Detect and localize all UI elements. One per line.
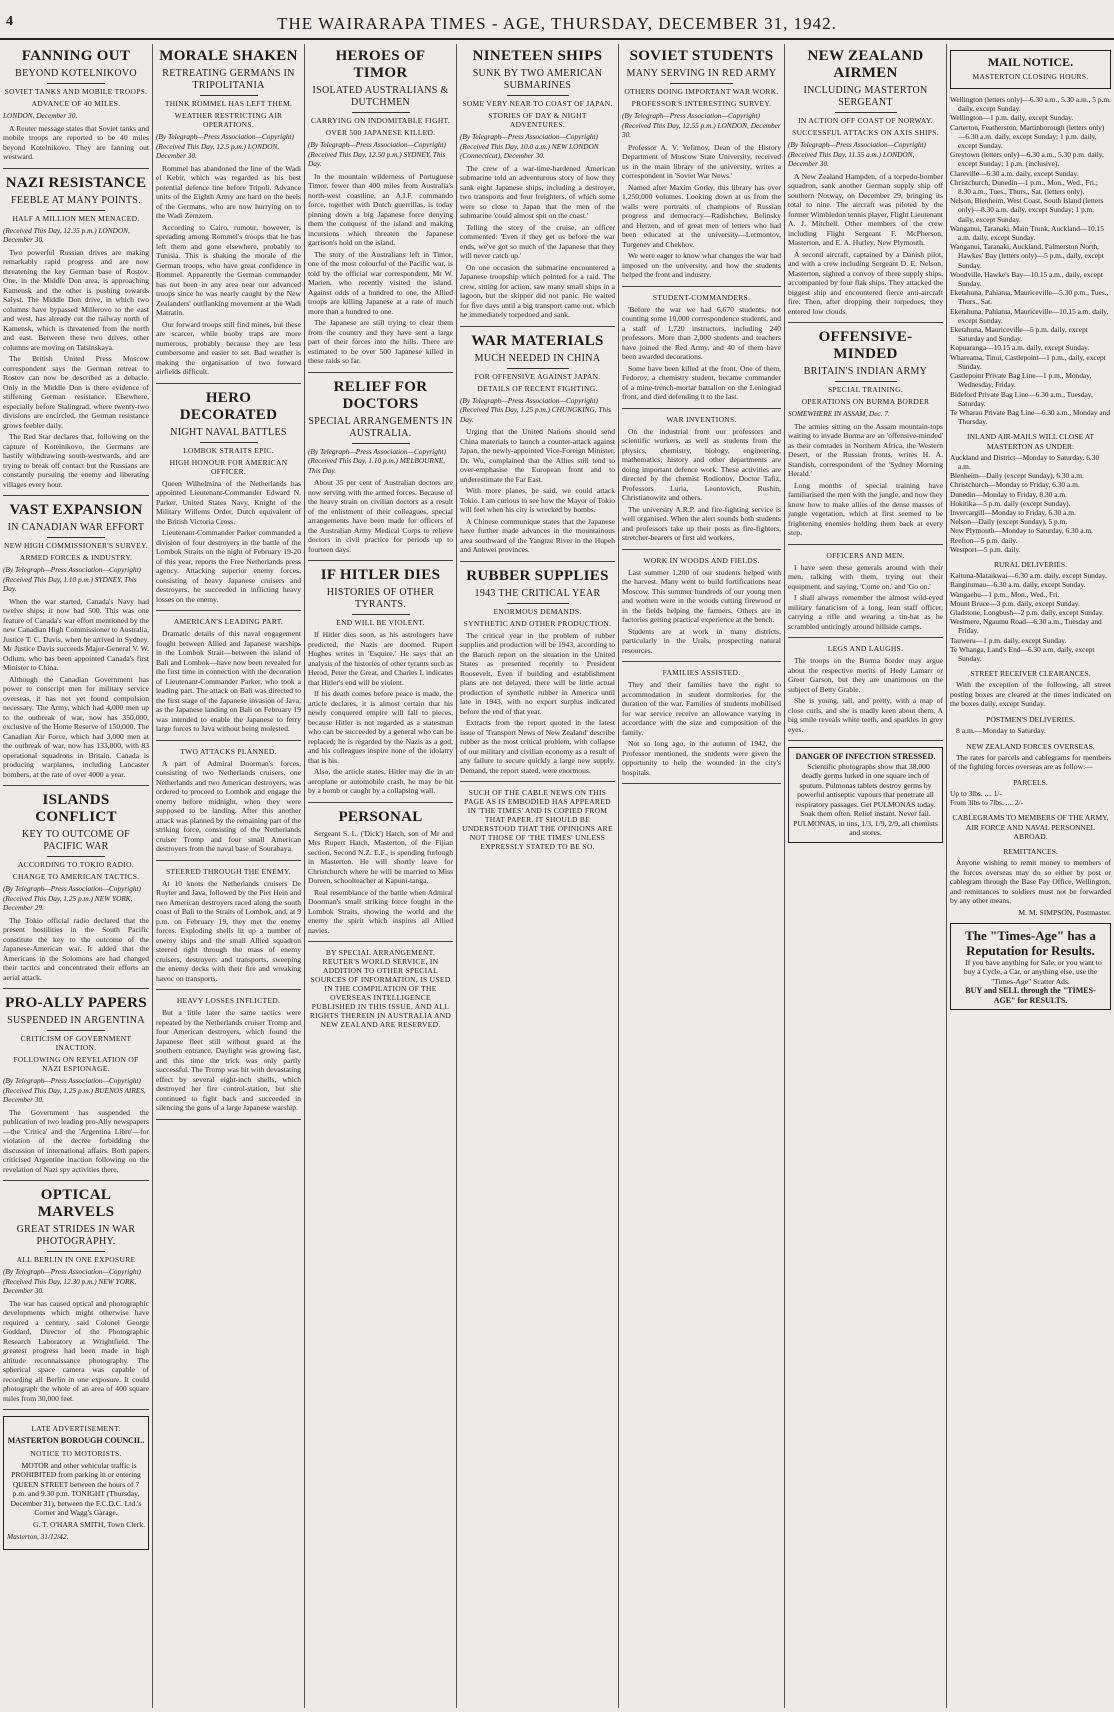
news-story xyxy=(156,867,301,991)
story-paragraph: Dramatic details of this naval engagement fought between Allied and Japanese warships in the Lombok Strait—between the island of Bali and Lombok—have now been revealed for the first time in connection with the decoration of Lieutenant-Commander Parker, who took a leading part. The attack on Bali was directed to the first stage of the Japanese invasion of Java, as the Japanese landing on Bali on February 19 was intended to enable the Japanese to ferry large forces to Java without being molested. xyxy=(156,629,301,733)
divider-rule xyxy=(47,856,105,857)
story-subhead: NEW HIGH COMMISSIONER'S SURVEY. xyxy=(4,541,148,550)
story-paragraph: The university A.R.P. and fire-fighting service is well organised. When the alert sounds both students and professors take up their posts as fire-fighters, stretcher-bearers or first aid workers. xyxy=(622,504,781,542)
story-subhead: WAR INVENTIONS. xyxy=(666,414,737,424)
story-subhead: SPECIAL ARRANGEMENTS IN AUSTRALIA. xyxy=(308,415,453,439)
story-subhead: FOR OFFENSIVE AGAINST JAPAN. xyxy=(474,371,601,381)
story-subhead: ADVANCE OF 40 MILES. xyxy=(31,99,121,108)
story-paragraph: With more planes, he said, we could attack Tokio. I am curious to see how the Mayor of Tokio will feel when his city is wrecked by bombs. xyxy=(460,486,615,514)
divider-rule xyxy=(507,603,569,604)
story-subhead: SUSPENDED IN ARGENTINA xyxy=(7,1015,145,1026)
news-story xyxy=(788,329,943,545)
mail-route: Wellington (letters only)—6.30 a.m., 5.30 a.m., 5 p.m. daily, except Sunday. xyxy=(950,95,1111,114)
story-headline: ISLANDS CONFLICT xyxy=(35,792,117,825)
news-story xyxy=(156,747,301,861)
story-headline: RUBBER SUPPLIES xyxy=(466,567,609,584)
story-paragraph: I have seen these generals around with their men, talking with them, trying out their equipment, and saying, 'Come on,' and 'Go on.' xyxy=(788,562,943,591)
story-subhead: SOVIET TANKS AND MOBILE TROOPS. xyxy=(4,87,148,96)
story-paragraph: She is young, tall, and pretty, with a map of close curls, and she is madly keen about them. A big smile reveals white teeth, and sparkles in grey eyes. xyxy=(788,696,943,734)
story-paragraph: Our forward troops still find mines, but these are scarcer, while booby traps are more numerous, probably because they are less cumbersome and easier to set. Bad weather is making the organisation of two forward airfields difficult. xyxy=(156,319,301,376)
story-subhead: CHANGE TO AMERICAN TACTICS. xyxy=(12,872,140,881)
story-paragraph: If his death comes before peace is made, the article declares, it is almost certain that his newly conquered empire will fall to pieces, because Hitler is not regarded as a statesman who can be succeeded by a general who can be replaced; he is regarded by the Nazis as a god, and his colleagues inspire none of the idolatry that is his. xyxy=(308,689,453,765)
mail-route: Nelson, Blenheim, West Coast, South Island (letters only)—8.30 a.m. daily, except Sunday; 1 p.m. daily, except Sunday. xyxy=(950,196,1104,224)
story-paragraph: The critical year in the problem of rubber supplies and production will be 1943, according to the Baruch report on the situation in the United States as presented recently to President Roosevelt. Even if building and establishment plans are not delayed, there will be little actual production of synthetic rubber in America until late in 1943, with no export surplus indicated before the end of that year. xyxy=(460,630,615,716)
story-paragraph: A part of Admiral Doorman's forces, consisting of two Netherlands cruisers, one Netherlands and two American destroyers, was ordered to proceed to Lombok and engage the enemy before midnight, when they were supposed to be landing. After this another attack was planned by the remaining part of the striking force, consisting of the Netherlands cruiser Tromp and four small American destroyers from the naval base of Sourabaya. xyxy=(156,758,301,853)
mail-route: Christchurch, Dunedin—1 p.m., Mon., Wed., Fri.; 8.30 a.m., Tues., Thurs., Sat. (letters only). xyxy=(950,177,1098,197)
column-1 xyxy=(0,44,152,1708)
news-story xyxy=(3,48,149,169)
news-story xyxy=(308,48,453,373)
mail-route: Carterton, Featherston, Martinborough (letters only)—6.30 a.m. daily, except Sunday; 1 p.m. daily, except Sunday. xyxy=(950,122,1105,151)
divider-rule xyxy=(670,83,734,84)
mail-route: Clareville—6.30 a.m. daily, except Sunday. xyxy=(950,168,1079,178)
story-subhead: HIGH HONOUR FOR AMERICAN OFFICER. xyxy=(169,457,288,476)
story-subhead: BRITAIN'S INDIAN ARMY xyxy=(803,366,928,377)
story-subhead: INCLUDING MASTERTON SERGEANT xyxy=(803,85,928,108)
mail-route: Greytown (letters only)—6.30 a.m., 5.30 p.m. daily, except Sunday; 1 p.m. (inclusive). xyxy=(950,150,1104,169)
news-story xyxy=(622,415,781,550)
story-paragraph: Although the Canadian Government has power to conscript men for military service overseas, it has not yet found compulsion necessary. The Army, which had 4,000 men up to the outbreak of war, now has 350,000, exclusive of the Home Reserve of 150,000. The Canadian Air Force, which had 3,000 men at the outbreak of war, now has 133,000, with 83 operational squadrons in Britain. Canada is producing warplanes, including Lancaster bombers, at the rate of over 4000 a year. xyxy=(3,674,149,779)
story-paragraph: Real resemblance of the battle when Admiral Doorman's small striking force fought in the Lombok Straits, showing the world and the enemy the spirit which inspires all Allied navies. xyxy=(308,887,453,935)
air-mail-notice: INLAND AIR-MAILS WILL CLOSE AT MASTERTON AS UNDER: xyxy=(967,432,1094,451)
story-subhead: FOLLOWING ON REVELATION OF NAZI ESPIONAGE. xyxy=(13,1055,139,1073)
mail-route: Eketahuna, Pahiatua, Mauriceville—5.30 p.m., Tues., Thurs., Sat. xyxy=(950,288,1109,307)
story-subhead: OFFICERS AND MEN. xyxy=(826,550,905,560)
story-headline: SOVIET STUDENTS xyxy=(629,48,774,64)
story-dateline: (By Telegraph—Press Association—Copyright) (Received This Day, 1.25 p.m.) CHUNGKING, This Day. xyxy=(460,395,611,424)
news-story xyxy=(460,333,615,562)
story-subhead: TWO ATTACKS PLANNED. xyxy=(180,746,277,756)
column-3 xyxy=(304,44,456,1708)
story-subhead: MANY SERVING IN RED ARMY xyxy=(626,68,777,79)
copyright-note: BY SPECIAL ARRANGEMENT, REUTER'S WORLD SERVICE, IN ADDITION TO OTHER SPECIAL SOURCES OF INFORMATION, IS USED IN THE COMPILATION OF THE OVERSEAS INTELLIGENCE PUBLISHED IN THIS ISSUE, AND ALL RIGHTS THEREIN IN AUSTRALIA AND NEW ZEALAND ARE RESERVED. xyxy=(309,948,452,1029)
story-paragraph: The British United Press Moscow correspondent says the German retreat to Rostov can now be described as a debacle. Only in the Middle Don is there evidence of stiffening German resistance. Elsewhere, especially before Stalingrad, where twenty-two divisions are encircled, the German resistance grows feebler daily. xyxy=(3,354,149,430)
story-subhead: THINK ROMMEL HAS LEFT THEM. xyxy=(164,99,293,108)
story-subhead: HALF A MILLION MEN MENACED. xyxy=(12,213,140,223)
story-subhead: MUCH NEEDED IN CHINA xyxy=(474,352,601,364)
story-subhead: HEAVY LOSSES INFLICTED. xyxy=(176,996,281,1005)
ad-place-date: Masterton, 31/12/42. xyxy=(7,1532,69,1541)
story-paragraph: At 10 knots the Netherlands cruisers De Ruyter and Java, followed by the Piet Hein and two American destroyers raced along the south coast of Bali to the Straits of Lombok, and, at 9 p.m. on February 19, they met the enemy forces. Exploding shells lit up a number of enemy ships and the small Allied squadron steered right through the mass of enemy cruisers, destroyers and transports, sweeping the enemy decks with their fire and wreaking havoc on transports. xyxy=(156,878,301,983)
parcels-heading: PARCELS. xyxy=(1013,777,1048,787)
story-subhead: DETAILS OF RECENT FIGHTING. xyxy=(477,383,598,393)
deliveries-text: 8 a.m.—Monday to Saturday. xyxy=(956,726,1046,736)
divider-rule xyxy=(47,1030,105,1031)
story-dateline: (Received This Day, 12.35 p.m.) LONDON, December 30. xyxy=(3,225,130,244)
news-story xyxy=(3,792,149,989)
advertisement xyxy=(788,747,943,843)
story-headline: WAR MATERIALS xyxy=(471,332,604,349)
ad-heading: MASTERTON BOROUGH COUNCIL. xyxy=(7,1436,145,1445)
news-story xyxy=(308,809,453,943)
story-subhead: BEYOND KOTELNIKOVO xyxy=(15,68,137,79)
story-headline: FANNING OUT xyxy=(21,48,131,64)
divider-rule xyxy=(835,112,897,113)
story-subhead: SUNK BY TWO AMERICAN SUBMARINES xyxy=(472,68,603,91)
parcel-rate: Up to 3lbs. .... 1/- xyxy=(950,789,1002,798)
news-story xyxy=(308,379,453,562)
story-headline: NEW ZEALAND AIRMEN xyxy=(807,48,924,81)
news-story xyxy=(622,556,781,663)
story-paragraph: We were eager to know what changes the war had imposed on the university, and how the students helped the front and industry. xyxy=(622,251,781,279)
air-mail-route: Hokitika—5 p.m. daily (except Sunday). xyxy=(950,498,1071,508)
story-paragraph: The armies sitting on the Assam mountain-tops waiting to invade Burma are an 'offensive-minded' as their comrades in Northern Africa, the Western Desert, or the Russian fronts, writes H. A. Standish, correspondent of the 'Sydney Morning Herald.' xyxy=(788,421,943,478)
story-paragraph: About 35 per cent of Australian doctors are now serving with the armed forces. Because of the heavy strain on civilian doctors as a result of the enlistment of their colleagues, special arrangements have been made for officers of the Australian Army Medical Corps to relieve doctors in civil practice for periods up to fourteen days. xyxy=(308,478,453,554)
story-paragraph: Urging that the United Nations should send China materials to launch a counter-attack against Japan, the newly-appointed Vice-Foreign Minister, Dr. Wu, complained that the Allies still tend to over-emphasise the European front and to underestimate the Far East. xyxy=(460,427,615,484)
story-dateline: (By Telegraph—Press Association—Copyright) (Received This Day, 12.50 p.m.) SYDNEY, This Day. xyxy=(308,140,446,168)
news-story xyxy=(3,995,149,1181)
mail-subheading: MASTERTON CLOSING HOURS. xyxy=(972,72,1089,81)
promo-text: If you have anything for Sale, or you want to buy a Cycle, a Car, or anything else, use the "Times-Age" Scatter Ads. xyxy=(963,957,1102,986)
story-subhead: OTHERS DOING IMPORTANT WAR WORK. xyxy=(624,87,779,96)
forces-heading: NEW ZEALAND FORCES OVERSEAS. xyxy=(966,741,1095,751)
divider-rule xyxy=(200,442,258,443)
story-paragraph: According to Cairo, rumour, however, is spreading among Rommel's troops that he has left them and gone elsewhere, probably to Tunisia. This is shaking the morale of the German troops, who have great confidence in Rommel. Apparently the German commander has not been in any area near our advanced troops since he was nearly caught by the New Zealanders' outflanking movement at the Wadi Matratin. xyxy=(156,222,301,317)
story-subhead: LEGS AND LAUGHS. xyxy=(827,644,904,653)
promo-title: The "Times-Age" has a Reputation for Results. xyxy=(965,927,1096,958)
story-paragraph: 'Before the war we had 6,670 students, not counting some 10,000 correspondence students, and a staff of 1,720 instructors, including 240 professors. More than 2,000 students and teachers have joined the Red Army, and 40 of them have been awarded decorations. xyxy=(622,304,781,361)
story-paragraph: Two powerful Russian drives are making remarkably rapid progress and are now threatening the key German base of Rostov. One, in the Middle Don area, is approaching Kamensk and the other is pushing towards Salyst. The Middle Don drive, in which two columns have bypassed Millerovo to the east and west, has already cut the railway north of Kamensk, which is threatened from the north and east. Between these two drives, other columns are moving on Tatsinskaya. xyxy=(3,247,149,352)
ad-subheading: NOTICE TO MOTORISTS. xyxy=(30,1448,122,1458)
story-headline: HERO DECORATED xyxy=(179,389,278,423)
divider-rule xyxy=(47,537,105,538)
story-subhead: SOME VERY NEAR TO COAST OF JAPAN. xyxy=(462,99,613,108)
story-paragraph: Also, the article states, Hitler may die in an aeroplane or automobile crash, he may be hit by a bomb or caught by a collapsing wall. xyxy=(308,767,453,795)
story-paragraph: Professor A. V. Yefimov, Dean of the History Department of Moscow State University, received us in the main library of the university, writes a correspondent in 'Soviet War News.' xyxy=(622,142,781,180)
story-paragraph: Telling the story of the cruise, an officer commented: 'Even if they get us before the war ends, we've got so much of the Japanese that they will never catch up.' xyxy=(460,222,615,260)
news-story xyxy=(3,1187,149,1410)
advertisement xyxy=(3,1416,149,1550)
story-subhead: SPECIAL TRAINING. xyxy=(827,385,904,394)
story-subhead: SYNTHETIC AND OTHER PRODUCTION. xyxy=(463,618,612,628)
story-subhead: IN ACTION OFF COAST OF NORWAY. xyxy=(798,116,933,125)
air-mail-route: Auckland and District—Monday to Saturday, 6.30 a.m. xyxy=(950,452,1100,471)
mail-route: Te Wharau Private Bag Line—6.30 a.m., Monday and Thursday. xyxy=(950,407,1111,427)
story-dateline: (By Telegraph—Press Association—Copyright) (Received This Day, 12.30 p.m.) NEW YORK, December 30. xyxy=(3,1267,141,1295)
air-mail-route: Blenheim—Daily (except Sunday), 6.30 a.m. xyxy=(950,471,1084,481)
mail-route: Eketahuna, Mauriceville—5 p.m. daily, except Saturday and Sunday. xyxy=(950,325,1088,344)
column-2 xyxy=(152,44,304,1708)
story-dateline: (By Telegraph—Press Association—Copyright) (Received This Day, 11.55 a.m.) LONDON, December 30. xyxy=(788,140,926,168)
divider-rule xyxy=(200,95,258,96)
story-subhead: HISTORIES OF OTHER TYRANTS. xyxy=(326,587,435,610)
story-subhead: ISOLATED AUSTRALIANS & DUTCHMEN xyxy=(312,85,449,108)
story-subhead: WEATHER RESTRICTING AIR OPERATIONS. xyxy=(174,111,283,129)
story-subhead: LOMBOK STRAITS EPIC. xyxy=(183,445,274,455)
story-headline: OPTICAL MARVELS xyxy=(37,1187,115,1220)
rural-heading: RURAL DELIVERIES. xyxy=(993,559,1068,569)
news-story xyxy=(622,293,781,409)
story-paragraph: I shall always remember the almost wild-eyed military fanaticism of a long, lean staff officer, carrying a rifle and wearing a tin-hat as he scrambled untiringly around hillside camps. xyxy=(788,593,943,631)
story-paragraph: They and their families have the right to accommodation in student dormitories for the duration of the war. Families of students mobilised for war service receive an allowance varying in accordance with the size and composition of the family. xyxy=(622,680,781,737)
postmaster-signature: M. M. SIMPSON, Postmaster. xyxy=(1018,907,1111,917)
news-story xyxy=(788,551,943,639)
mail-route: Bideford Private Bag Line—6.30 a.m., Tuesday, Saturday. xyxy=(950,389,1093,408)
divider-rule xyxy=(47,1251,105,1252)
cable-heading: CABLEGRAMS TO MEMBERS OF THE ARMY, AIR FORCE AND NAVAL PERSONNEL ABROAD. xyxy=(952,813,1109,841)
story-subhead: STORIES OF DAY & NIGHT ADVENTURES. xyxy=(488,111,587,129)
story-dateline: (By Telegraph—Press Association—Copyright) (Received This Day, 10.0 a.m.) NEW LONDON (Connecticut), December 30. xyxy=(460,132,599,160)
story-headline: RELIEF FOR DOCTORS xyxy=(333,378,428,412)
news-story xyxy=(788,48,943,323)
story-subhead: ALL BERLIN IN ONE EXPOSURE xyxy=(16,1255,136,1264)
ad-signature: G. T. O'HARA SMITH, Town Clerk. xyxy=(32,1519,145,1529)
story-paragraph: A Chinese communique states that the Japanese have further made advances in the mountainous area southward of the Yangtze River in the Hupeh and Anhwei provinces. xyxy=(460,516,615,554)
story-subhead: PROFESSOR'S INTERESTING SURVEY. xyxy=(631,99,772,108)
story-headline: PRO-ALLY PAPERS xyxy=(5,995,147,1011)
mail-route: Eketahuna, Pahiatua, Mauriceville—10.15 a.m. daily, except Sunday. xyxy=(950,306,1109,325)
story-subhead: FEEBLE AT MANY POINTS. xyxy=(11,194,141,206)
remittances-text: Anyone wishing to remit money to members of the forces overseas may do so either by post or cablegram through the Base Pay Office, Wellington, and remittances to soldiers must not be forwarded by any other means. xyxy=(950,858,1111,906)
story-subhead: AMERICAN'S LEADING PART. xyxy=(173,617,284,626)
news-story xyxy=(788,644,943,741)
masthead xyxy=(0,0,1114,40)
divider-rule xyxy=(352,614,410,615)
news-story xyxy=(622,668,781,784)
parcel-rate: From 3lbs to 7lbs. .... 2/- xyxy=(950,798,1024,808)
news-story xyxy=(3,502,149,786)
story-paragraph: Long months of special training have familiarised the men with the jungle, and now they know how to make allies of the dense masses of jungle vegetation, which at first seemed to be frightening enemies holding them back at every step. xyxy=(788,480,943,537)
mail-route: Castlepoint Private Bag Line—1 p.m., Monday, Wednesday, Friday. xyxy=(950,371,1092,390)
ad-text: Scientific photographs show that 38,000 deadly germs lurked in one square inch of sputum. Pulmonas tablets destroy germs by powerful antiseptic vapours that penetrate all respiratory passages. Get PULMONAS today. Soak them often. Relief instant. Never fail. PULMONAS, in tins, 1/3, 1/9, 2/9, all chemists and stores. xyxy=(793,761,938,837)
story-subhead: ARMED FORCES & INDUSTRY. xyxy=(19,553,133,562)
divider-rule xyxy=(507,368,569,369)
forces-text: The rates for parcels and cablegrams for members of the fighting forces overseas are as follow:— xyxy=(950,752,1111,772)
story-headline: NAZI RESISTANCE xyxy=(5,174,147,191)
divider-rule xyxy=(835,381,897,382)
column-7-mail-notice xyxy=(946,44,1114,1708)
divider-rule xyxy=(352,112,410,113)
story-paragraph: The story of the Australians left in Timor, one of the most colourful of the Pacific war, is told by the official war correspondent, Mr W. Marien, who recently visited the island. Against odds of a hundred to one, the Allied troops are killing Japanese at a rate of much more than a hundred to one. xyxy=(308,249,453,316)
story-paragraph: In the mountain wilderness of Portuguese Timor, fewer than 400 miles from Australia's north-west coastline, an A.I.F. commando force, together with Dutch guerrillas, is today pinning down a big Japanese force denying them the conquest of the island and making incursions which threaten the Japanese garrison's hold on the island. xyxy=(308,171,453,247)
story-subhead: STEERED THROUGH THE ENEMY. xyxy=(166,866,291,876)
clearances-text: With the exception of the following, all street posting boxes are cleared at the times indicated on the boxes daily, except Sunday. xyxy=(950,680,1111,709)
story-dateline: (By Telegraph—Press Association—Copyright) (Received This Day, 1.25 p.m.) NEW YORK, December 29. xyxy=(3,884,141,912)
story-subhead: ENORMOUS DEMANDS. xyxy=(493,606,582,616)
story-subhead: NIGHT NAVAL BATTLES xyxy=(170,426,287,438)
air-mail-route: Nelson—Daily (except Sunday), 5 p.m. xyxy=(950,517,1068,527)
news-story xyxy=(460,568,615,783)
story-paragraph: Lieutenant-Commander Parker commanded a division of four destroyers in the battle of the Lombok Straits on the night of February 19-20 of this year, reports the Free Netherlands press agency. Attacking superior enemy forces, consisting of heavy Japanese cruisers and destroyers, he succeeded in inflicting heavy losses on the enemy. xyxy=(156,528,301,604)
story-subhead: OPERATIONS ON BURMA BORDER xyxy=(801,397,930,406)
story-headline: IF HITLER DIES xyxy=(320,567,441,583)
rural-route: Te Whanga, Land's End—6.30 a.m. daily, except Sunday. xyxy=(950,644,1095,663)
divider-rule xyxy=(352,443,410,444)
divider-rule xyxy=(47,83,105,84)
deliveries-heading: POSTMEN'S DELIVERIES. xyxy=(986,714,1075,724)
story-subhead: 1943 THE CRITICAL YEAR xyxy=(474,587,601,599)
mail-notice xyxy=(950,50,1111,89)
story-paragraph: If Hitler dies soon, as his astrologers have predicted, the Nazis are doomed. Rupert Hughes writes in 'Esquire.' He says that an analysis of the histories of other tyrants such as Herod, Peter the Great, and Charles I, indicates that Hitler's end will be violent. xyxy=(308,630,453,687)
story-dateline: SOMEWHERE IN ASSAM, Dec. 7. xyxy=(788,409,890,418)
news-story xyxy=(308,567,453,803)
clearances-heading: STREET RECEIVER CLEARANCES. xyxy=(970,669,1091,679)
story-paragraph: On the industrial front our professors and scientific workers, as well as students from the physics, chemistry, biology, engineering, mathematics, history and other departments are doing important defence work. These activities are directed by the chemist Rodionov, Doctor Tafiz, Professors Luria, Leontovich, Rushin, Christianowitz and others. xyxy=(622,426,781,502)
rural-route: Westmere, Ngaumu Road—6.30 a.m., Tuesday and Friday. xyxy=(950,617,1102,636)
story-paragraph: Named after Maxim Gorky, this library has over 1,250,000 volumes. Looking down at us from the walls were portraits of champions of Russian progress and democracy—Radishchev, Belinsky and Herzen, and of great men of letters who had been educated at the university—Lermontov, Turgenev and Chekhov. xyxy=(622,182,781,249)
news-story xyxy=(156,390,301,612)
story-subhead: GREAT STRIDES IN WAR PHOTOGRAPHY. xyxy=(16,1224,136,1247)
divider-rule xyxy=(47,210,105,211)
times-age-promo xyxy=(950,923,1111,1010)
news-story xyxy=(156,996,301,1120)
news-story xyxy=(622,48,781,287)
story-paragraph: But a little later the same tactics were repeated by the Netherlands cruiser Tromp and four American destroyers, which found the Japanese fleet still without guard at the southern entrance. Daylight was growing fast, and this time the trick was only partly successful. The Tromp was hit with devastating effect by several eight-inch shells, which destroyed her fire control-station, but she continued to fight back and succeeded in silencing the guns of a large Japanese warship. xyxy=(156,1008,301,1112)
mail-route: Wanganui, Taranaki, Main Trunk, Auckland—10.15 a.m. daily, except Sunday. xyxy=(950,223,1104,243)
air-mail-route: Christchurch—Monday to Friday, 6.30 a.m. xyxy=(950,480,1080,490)
divider-rule xyxy=(507,95,569,96)
news-story xyxy=(156,48,301,384)
story-paragraph: Not so long ago, in the autumn of 1942, the Professor mentioned, the students were given the opportunity to help the wounded in the city's hospitals. xyxy=(622,739,781,777)
story-paragraph: The Tokio official radio declared that the present hostilities in the South Pacific constitute the key to the outcome of the Japanese-American war. It added that the Americans in the Solomons are had changed their tactics and concentrated their efforts an aerial attack. xyxy=(3,915,149,982)
story-subhead: WORK IN WOODS AND FIELDS. xyxy=(643,555,760,565)
story-headline: VAST EXPANSION xyxy=(9,502,143,518)
story-dateline: (By Telegraph—Press Association—Copyright) (Received This Day, 12.5 p.m.) LONDON, December 30. xyxy=(156,132,294,160)
story-paragraph: The crew of a war-time-hardened American submarine told an adventurous story of how they sank eight Japanese ships, including a destroyer, two transports and four freighters, of which some were so close to Japan that the men of the submarine 'could almost spit on the coast.' xyxy=(460,163,615,220)
mail-route: Woodville, Hawke's Bay—10.15 a.m., daily, except Sunday. xyxy=(950,269,1103,289)
story-subhead: FAMILIES ASSISTED. xyxy=(662,668,741,677)
column-5 xyxy=(618,44,784,1708)
mail-route: Wellington—1 p.m. daily, except Sunday. xyxy=(950,113,1074,123)
ad-text: MOTOR and other vehicular traffic is PROHIBITED from parking in or entering QUEEN STREET between the hours of 7 p.m. and 9.30 p.m. TONIGHT (Thursday, December 31), between the F.C.D.C. Ltd.'s Corner and Wagg's Garage. xyxy=(10,1460,142,1517)
air-mail-route: Westport—5 p.m. daily. xyxy=(950,544,1021,554)
rural-route: Tauweru—1 p.m. daily, except Sunday. xyxy=(950,635,1067,645)
page-number: 4 xyxy=(6,14,13,29)
mail-route: Kopuaranga—10.15 a.m. daily, except Sunday. xyxy=(950,343,1090,353)
column-4 xyxy=(456,44,618,1708)
copyright-note: SUCH OF THE CABLE NEWS ON THIS PAGE AS IS EMBODIED HAS APPEARED IN 'THE TIMES' AND IS COPIED FROM THAT PAPER. IT SHOULD BE UNDERSTOOD THAT THE OPINIONS ARE NOT THOSE OF 'THE TIMES' UNLESS EXPRESSLY STATED TO BE SO. xyxy=(462,788,613,851)
story-paragraph: The Red Star declares that, following on the capture of Kotelnikovo, the Germans are hastily withdrawing south-westwards, and are trying to break off contact but the Russians are constantly pursuing the enemy and liberating villages every hour. xyxy=(3,432,149,489)
news-story xyxy=(460,48,615,327)
story-paragraph: A second aircraft, captained by a Danish pilot, and with a crew including Sergeant D. E. Nelson, Masterton, sighted a convoy of three supply ships, accompanied by four flak ships. They attacked the biggest ship and encountered fierce anti-aircraft fire. Then, after dropping their torpedoes, they entered low clouds. xyxy=(788,249,943,316)
story-paragraph: Some have been killed at the front. One of them, Fedorov, a chemistry student, became commander of a mine-trench-mortar battalion on the Leningrad front, and died defending it to the last. xyxy=(622,363,781,401)
story-headline: OFFENSIVE-MINDED xyxy=(818,329,913,362)
story-paragraph: The Japanese are still trying to clear them from the country and they have sent a large part of their forces into the hills. There are estimated to be over 500 Japanese killed in these raids so far. xyxy=(308,318,453,365)
story-subhead: ACCORDING TO TOKIO RADIO. xyxy=(17,860,135,869)
story-headline: HEROES OF TIMOR xyxy=(335,48,426,81)
story-headline: PERSONAL xyxy=(338,808,423,825)
story-subhead: STUDENT-COMMANDERS. xyxy=(652,292,751,302)
story-subhead: CARRYING ON INDOMITABLE FIGHT. xyxy=(310,116,451,125)
story-paragraph: The troops on the Burma border may argue about the respective merits of Hedy Lamarr or Greer Garson, but they are unanimous on the subject of Betty Grable. xyxy=(788,656,943,694)
story-subhead: CRITICISM OF GOVERNMENT INACTION. xyxy=(20,1034,132,1052)
story-paragraph: A New Zealand Hampden, of a torpedo-bomber squadron, sank another German supply ship off southern Norway, on December 29, bringing its total to nine. The aircraft was piloted by the former Wimbledon tennis player, Flight Lieutenant A. J. Mitchell. Other members of the crew including Flight Sergeant F. McPherson, Masterton, and E. A. Hurley, New Plymouth. xyxy=(788,171,943,247)
story-dateline: (By Telegraph—Press Association—Copyright) (Received This Day, 1.10 p.m.) MELBOURNE, This Day. xyxy=(308,446,446,475)
story-subhead: END WILL BE VIOLENT. xyxy=(336,618,425,627)
remittances-heading: REMITTANCES. xyxy=(1003,847,1058,857)
story-dateline: LONDON, December 30. xyxy=(3,111,78,120)
mail-heading: MAIL NOTICE. xyxy=(987,55,1074,69)
story-headline: MORALE SHAKEN xyxy=(159,48,298,64)
rural-route: Gladstone, Longbush—2 p.m. daily, except Sunday. xyxy=(950,607,1104,617)
newspaper-title: THE WAIRARAPA TIMES - AGE, THURSDAY, DECEMBER 31, 1942. xyxy=(277,14,837,33)
rural-route: Rangitumau—6.30 a.m. daily, except Sunday. xyxy=(950,580,1086,590)
ad-heading: DANGER OF INFECTION STRESSED. xyxy=(795,752,936,761)
ad-label: LATE ADVERTISEMENT. xyxy=(31,1424,121,1433)
rural-route: Kaituna-Mataikwai—6.30 a.m. daily, except Sunday. xyxy=(950,571,1107,581)
news-story xyxy=(156,617,301,741)
air-mail-route: New Plymouth—Monday to Saturday, 6.30 a.m. xyxy=(950,526,1094,536)
story-paragraph: Queen Wilhelmina of the Netherlands has appointed Lieutenant-Commander Edward N. Parker, United States Navy, Knight of the Military Willems Order, Dutch equivalent of the British Victoria Cross. xyxy=(156,478,301,526)
mail-route: Whareama, Tinui, Castlepoint—1 p.m., daily, except Sunday. xyxy=(950,352,1106,371)
page-columns xyxy=(0,44,1114,1712)
story-paragraph: The war has caused optical and photographic developments which might otherwise have required a century, said Colonel George Goddard, Director of the Photographic Research Laboratory at Wrightfield. The greatest progress had been made in high altitude reconnaissance photography. The spherical space camera was capable of recording all Berlin in one exposure. It could photograph the whole of an area of 400 square miles from 30,000 feet. xyxy=(3,1298,149,1403)
rural-route: Wangaehu—1 p.m., Mon., Wed., Fri. xyxy=(950,589,1060,599)
story-subhead: KEY TO OUTCOME OF PACIFIC WAR xyxy=(22,829,130,852)
air-mail-route: Reefton—5 p.m. daily. xyxy=(950,535,1018,545)
air-mail-route: Invercargill—Monday to Friday, 6.30 a.m. xyxy=(950,507,1076,517)
story-paragraph: Rommel has abandoned the line of the Wadi el Kebir, which was regarded as his best potential defence line before Tripoli. Advance units of the Eighth Army are hard on the heels of the Germans, who are now hurrying on to the Wadi Zemzem. xyxy=(156,163,301,220)
story-paragraph: Students are at work in many districts, particularly in the Urals, prospecting natural resources. xyxy=(622,626,781,655)
story-subhead: RETREATING GERMANS IN TRIPOLITANIA xyxy=(162,68,295,91)
promo-tagline: BUY and SELL through the "TIMES-AGE" for RESULTS. xyxy=(965,986,1096,1005)
story-subhead: OVER 500 JAPANESE KILLED. xyxy=(325,128,436,137)
story-dateline: (By Telegraph—Press Association—Copyright) (Received This Day, 1.25 p.m.) BUENOS AIRES, December 30. xyxy=(3,1076,146,1104)
story-paragraph: A Reuter message states that Soviet tanks and mobile troops are reported to be 40 miles beyond Kotelnikovo. They are fanning out westward. xyxy=(3,123,149,161)
story-dateline: (By Telegraph—Press Association—Copyright) (Received This Day, 1.10 p.m.) SYDNEY, This Day. xyxy=(3,565,141,593)
story-paragraph: Extracts from the report quoted in the latest issue of 'Transport News of New Zealand' describe rubber as the most critical problem, with collapse of our military and civilian economy as a result of any failure to secure quickly a large new supply. Demand, the report stated, were enormous. xyxy=(460,718,615,775)
column-6 xyxy=(784,44,946,1708)
story-paragraph: On one occasion the submarine encountered a Japanese troopship which pointed for a raid. The crew, sitting for action, saw many small ships in a lagoon, but the skipper did not panic. He waited for five days until a big transport came out, which he immediately torpedoed and sank. xyxy=(460,262,615,319)
story-subhead: SUCCESSFUL ATTACKS ON AXIS SHIPS. xyxy=(792,128,939,137)
news-story xyxy=(3,175,149,497)
story-paragraph: Sergeant S. L. ('Dick') Hatch, son of Mr and Mrs Rupert Hatch, Masterton, of the Fijian section, Second N.Z. E.F., is spending furlough in Masterton. He will shortly leave for Christchurch where he will be married to Miss Doreen, schoolteacher at Kapuni-tanga. xyxy=(308,828,453,885)
story-dateline: (By Telegraph—Press Association—Copyright) (Received This Day, 12.55 p.m.) LONDON, December 30. xyxy=(622,111,781,139)
story-paragraph: When the war started, Canada's Navy had twelve ships; it now had 500. This was one feature of Canada's war effort mentioned by the new Canadian High Commissioner to Australia, Justice T. C. Davis, when he arrived in Sydney. Mr Justice Davis succeeds Major-General V. W. Odlum, who has been appointed Canada's first Minister to China. xyxy=(3,596,149,672)
story-paragraph: Last summer 1,200 of our students helped with the harvest. Many went to build fortifications near Moscow. This summer hundreds of our young men and women were in the woods cutting firewood or in the fields helping the farmers. Others are in factories getting practical experience at the bench. xyxy=(622,567,781,624)
story-paragraph: The Government has suspended the publication of two leading pro-Ally newspapers—the 'Critica' and the 'Argentina Libre'—for violation of the decree forbidding the discussion of international affairs. Both papers criticised Argentine inaction following on the revelation of Nazi spy activities there. xyxy=(3,1107,149,1174)
rural-route: Mount Bruce—3 p.m. daily, except Sunday. xyxy=(950,598,1080,608)
story-subhead: IN CANADIAN WAR EFFORT xyxy=(7,522,145,533)
mail-route: Wanganui, Taranaki, Auckland, Palmerston North, Hawkes' Bay (letters only)—5 p.m., daily, except Sunday. xyxy=(950,242,1104,270)
story-headline: NINETEEN SHIPS xyxy=(472,48,603,64)
air-mail-route: Dunedin—Monday to Friday, 8.30 a.m. xyxy=(950,489,1067,499)
